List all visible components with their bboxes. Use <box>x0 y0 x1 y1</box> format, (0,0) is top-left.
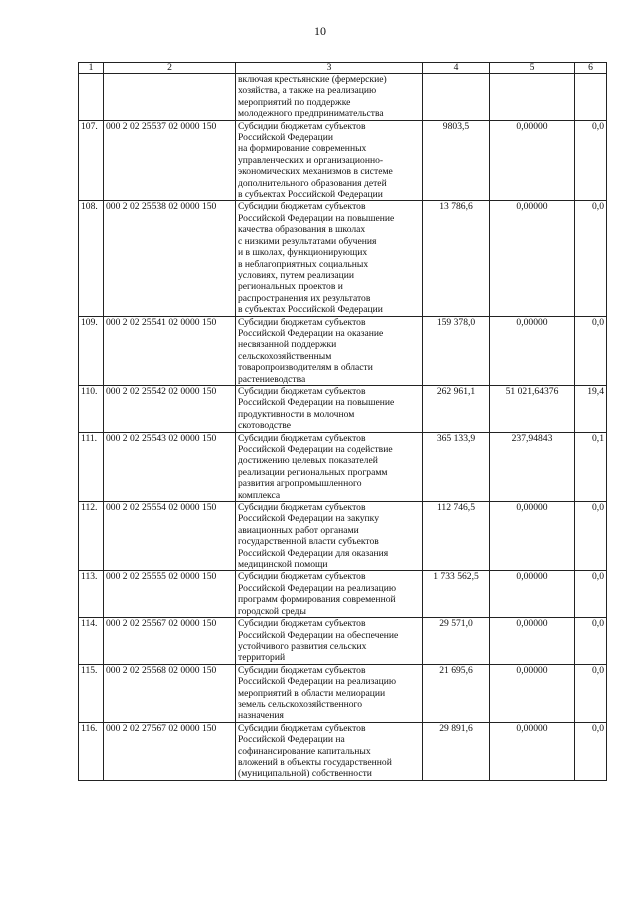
execution-percent-cell: 0,0 <box>575 722 607 780</box>
income-name-line: на формирование современных <box>238 143 367 155</box>
actual-amount-cell: 0,00000 <box>490 664 575 722</box>
income-name-line: Субсидии бюджетам субъектов <box>238 316 366 328</box>
income-name-line: Субсидии бюджетам субъектов <box>238 571 366 583</box>
table-row <box>79 571 607 618</box>
row-number-cell: 114. <box>79 618 104 665</box>
income-name-line: дополнительного образования детей <box>238 177 387 189</box>
income-name-line: в субъектах Российской Федерации <box>238 304 383 316</box>
income-name-line: Российской Федерации <box>238 132 333 144</box>
execution-percent-cell: 0,0 <box>575 618 607 665</box>
income-name-line: Субсидии бюджетам субъектов <box>238 385 366 397</box>
income-name-cell <box>236 571 423 618</box>
income-name-line: Российской Федерации на реализацию <box>238 582 397 594</box>
actual-amount-cell: 51 021,64376 <box>490 385 575 432</box>
budget-code-cell: 000 2 02 27567 02 0000 150 <box>104 722 236 780</box>
planned-amount-cell: 29 891,6 <box>423 722 490 780</box>
income-name-line: Субсидии бюджетам субъектов <box>238 120 366 132</box>
planned-amount-cell: 112 746,5 <box>423 502 490 571</box>
execution-percent-cell: 0,0 <box>575 201 607 316</box>
budget-code-cell: 000 2 02 25567 02 0000 150 <box>104 618 236 665</box>
actual-amount-cell <box>490 74 575 121</box>
actual-amount-cell: 0,00000 <box>490 571 575 618</box>
income-name-line: в субъектах Российской Федерации <box>238 189 383 201</box>
budget-code-cell: 000 2 02 25541 02 0000 150 <box>104 316 236 385</box>
budget-code-cell: 000 2 02 25554 02 0000 150 <box>104 502 236 571</box>
budget-code-cell: 000 2 02 25555 02 0000 150 <box>104 571 236 618</box>
planned-amount-cell: 13 786,6 <box>423 201 490 316</box>
planned-amount-cell: 365 133,9 <box>423 432 490 501</box>
income-name-line: сельскохозяйственным <box>238 350 332 362</box>
income-name-line: продуктивности в молочном <box>238 408 355 420</box>
row-number-cell <box>79 74 104 121</box>
income-name-cell <box>236 385 423 432</box>
execution-percent-cell: 0,0 <box>575 316 607 385</box>
income-name-line: управленческих и организационно- <box>238 154 384 166</box>
header-col-5: 5 <box>490 63 575 74</box>
row-number-cell: 113. <box>79 571 104 618</box>
planned-amount-cell: 29 571,0 <box>423 618 490 665</box>
income-name-line: Российской Федерации на оказание <box>238 327 384 339</box>
income-name-line: и в школах, функционирующих <box>238 247 368 259</box>
income-name-cell <box>236 316 423 385</box>
planned-amount-cell: 9803,5 <box>423 120 490 201</box>
income-name-line: государственной власти субъектов <box>238 536 379 548</box>
table-row <box>79 722 607 780</box>
planned-amount-cell: 262 961,1 <box>423 385 490 432</box>
table-row <box>79 385 607 432</box>
income-name-line: мероприятий в области мелиорации <box>238 687 386 699</box>
income-name-line: земель сельскохозяйственного <box>238 698 363 710</box>
income-name-cell <box>236 201 423 316</box>
header-col-4: 4 <box>423 63 490 74</box>
table-body <box>79 74 607 781</box>
planned-amount-cell <box>423 74 490 121</box>
income-name-line: хозяйства, а также на реализацию <box>238 85 377 97</box>
income-name-line: экономических механизмов в системе <box>238 166 393 178</box>
income-name-line: территорий <box>238 652 286 664</box>
row-number-cell: 112. <box>79 502 104 571</box>
income-name-line: Субсидии бюджетам субъектов <box>238 664 366 676</box>
actual-amount-cell: 0,00000 <box>490 618 575 665</box>
table-row <box>79 664 607 722</box>
income-name-line: мероприятий по поддержке <box>238 96 351 108</box>
budget-code-cell: 000 2 02 25537 02 0000 150 <box>104 120 236 201</box>
income-name-line: комплекса <box>238 489 281 501</box>
row-number-cell: 111. <box>79 432 104 501</box>
income-name-line: качества образования в школах <box>238 224 366 236</box>
row-number-cell: 107. <box>79 120 104 201</box>
row-number-cell: 116. <box>79 722 104 780</box>
table-row <box>79 120 607 201</box>
planned-amount-cell: 1 733 562,5 <box>423 571 490 618</box>
income-name-line: молодежного предпринимательства <box>238 108 384 120</box>
row-number-cell: 115. <box>79 664 104 722</box>
income-name-line: Российской Федерации для оказания <box>238 547 389 559</box>
budget-table <box>78 62 607 781</box>
income-name-line: Российской Федерации на повышение <box>238 397 395 409</box>
income-name-line: региональных проектов и <box>238 281 343 293</box>
income-name-line: Субсидии бюджетам субъектов <box>238 502 366 514</box>
income-name-line: Субсидии бюджетам субъектов <box>238 618 366 630</box>
income-name-line: несвязанной поддержки <box>238 339 337 351</box>
budget-code-cell: 000 2 02 25542 02 0000 150 <box>104 385 236 432</box>
page-number: 10 <box>314 24 326 38</box>
income-name-line: Российской Федерации на содействие <box>238 444 393 455</box>
income-name-line: Российской Федерации на обеспечение <box>238 629 399 641</box>
execution-percent-cell <box>575 74 607 121</box>
budget-code-cell: 000 2 02 25568 02 0000 150 <box>104 664 236 722</box>
income-name-line: скотоводстве <box>238 420 292 432</box>
execution-percent-cell: 0,0 <box>575 502 607 571</box>
actual-amount-cell: 0,00000 <box>490 502 575 571</box>
actual-amount-cell: 0,00000 <box>490 722 575 780</box>
income-name-cell <box>236 502 423 571</box>
planned-amount-cell: 159 378,0 <box>423 316 490 385</box>
income-name-line: софинансирование капитальных <box>238 745 371 757</box>
table-row <box>79 618 607 665</box>
row-number-cell: 110. <box>79 385 104 432</box>
income-name-line: растениеводства <box>238 373 306 385</box>
header-col-6: 6 <box>575 63 607 74</box>
income-name-cell <box>236 722 423 780</box>
actual-amount-cell: 0,00000 <box>490 120 575 201</box>
income-name-line: медицинской помощи <box>238 559 328 571</box>
budget-code-cell: 000 2 02 25538 02 0000 150 <box>104 201 236 316</box>
header-col-2: 2 <box>104 63 236 74</box>
row-number-cell: 108. <box>79 201 104 316</box>
execution-percent-cell: 0,1 <box>575 432 607 501</box>
income-name-line: развития агропромышленного <box>238 478 362 490</box>
table-row <box>79 432 607 501</box>
income-name-line: Субсидии бюджетам субъектов <box>238 201 366 213</box>
income-name-cell <box>236 432 423 501</box>
budget-code-cell <box>104 74 236 121</box>
income-name-line: включая крестьянские (фермерские) <box>238 74 387 85</box>
income-name-line: Субсидии бюджетам субъектов <box>238 432 366 444</box>
income-name-line: городской среды <box>238 605 306 617</box>
table-row <box>79 502 607 571</box>
income-name-cell <box>236 74 423 121</box>
header-col-1: 1 <box>79 63 104 74</box>
actual-amount-cell: 0,00000 <box>490 201 575 316</box>
income-name-line: Российской Федерации на повышение <box>238 212 395 224</box>
income-name-line: авиационных работ органами <box>238 524 359 536</box>
execution-percent-cell: 0,0 <box>575 571 607 618</box>
execution-percent-cell: 0,0 <box>575 664 607 722</box>
budget-code-cell: 000 2 02 25543 02 0000 150 <box>104 432 236 501</box>
income-name-line: устойчивого развития сельских <box>238 640 367 652</box>
income-name-line: Субсидии бюджетам субъектов <box>238 722 366 734</box>
income-name-cell <box>236 618 423 665</box>
income-name-line: распространения их результатов <box>238 292 371 304</box>
income-name-line: с низкими результатами обучения <box>238 235 377 247</box>
income-name-line: условиях, путем реализации <box>238 269 355 281</box>
income-name-line: (муниципальной) собственности <box>238 768 372 780</box>
table-row <box>79 316 607 385</box>
income-name-line: программ формирования современной <box>238 594 396 606</box>
execution-percent-cell: 0,0 <box>575 120 607 201</box>
income-name-line: Российской Федерации на реализацию <box>238 676 397 688</box>
income-name-line: Российской Федерации на закупку <box>238 513 380 525</box>
execution-percent-cell: 19,4 <box>575 385 607 432</box>
table-row <box>79 74 607 121</box>
income-name-line: Российской Федерации на <box>238 734 345 746</box>
header-row <box>79 63 607 74</box>
row-number-cell: 109. <box>79 316 104 385</box>
income-name-line: реализации региональных программ <box>238 466 388 478</box>
income-name-line: товаропроизводителям в области <box>238 362 373 374</box>
income-name-line: вложений в объекты государственной <box>238 756 392 768</box>
actual-amount-cell: 0,00000 <box>490 316 575 385</box>
income-name-line: в неблагоприятных социальных <box>238 258 369 270</box>
income-name-line: назначения <box>238 710 284 722</box>
income-name-cell <box>236 120 423 201</box>
table-row <box>79 201 607 316</box>
planned-amount-cell: 21 695,6 <box>423 664 490 722</box>
actual-amount-cell: 237,94843 <box>490 432 575 501</box>
income-name-cell <box>236 664 423 722</box>
header-col-3: 3 <box>236 63 423 74</box>
income-name-line: достижению целевых показателей <box>238 455 378 467</box>
